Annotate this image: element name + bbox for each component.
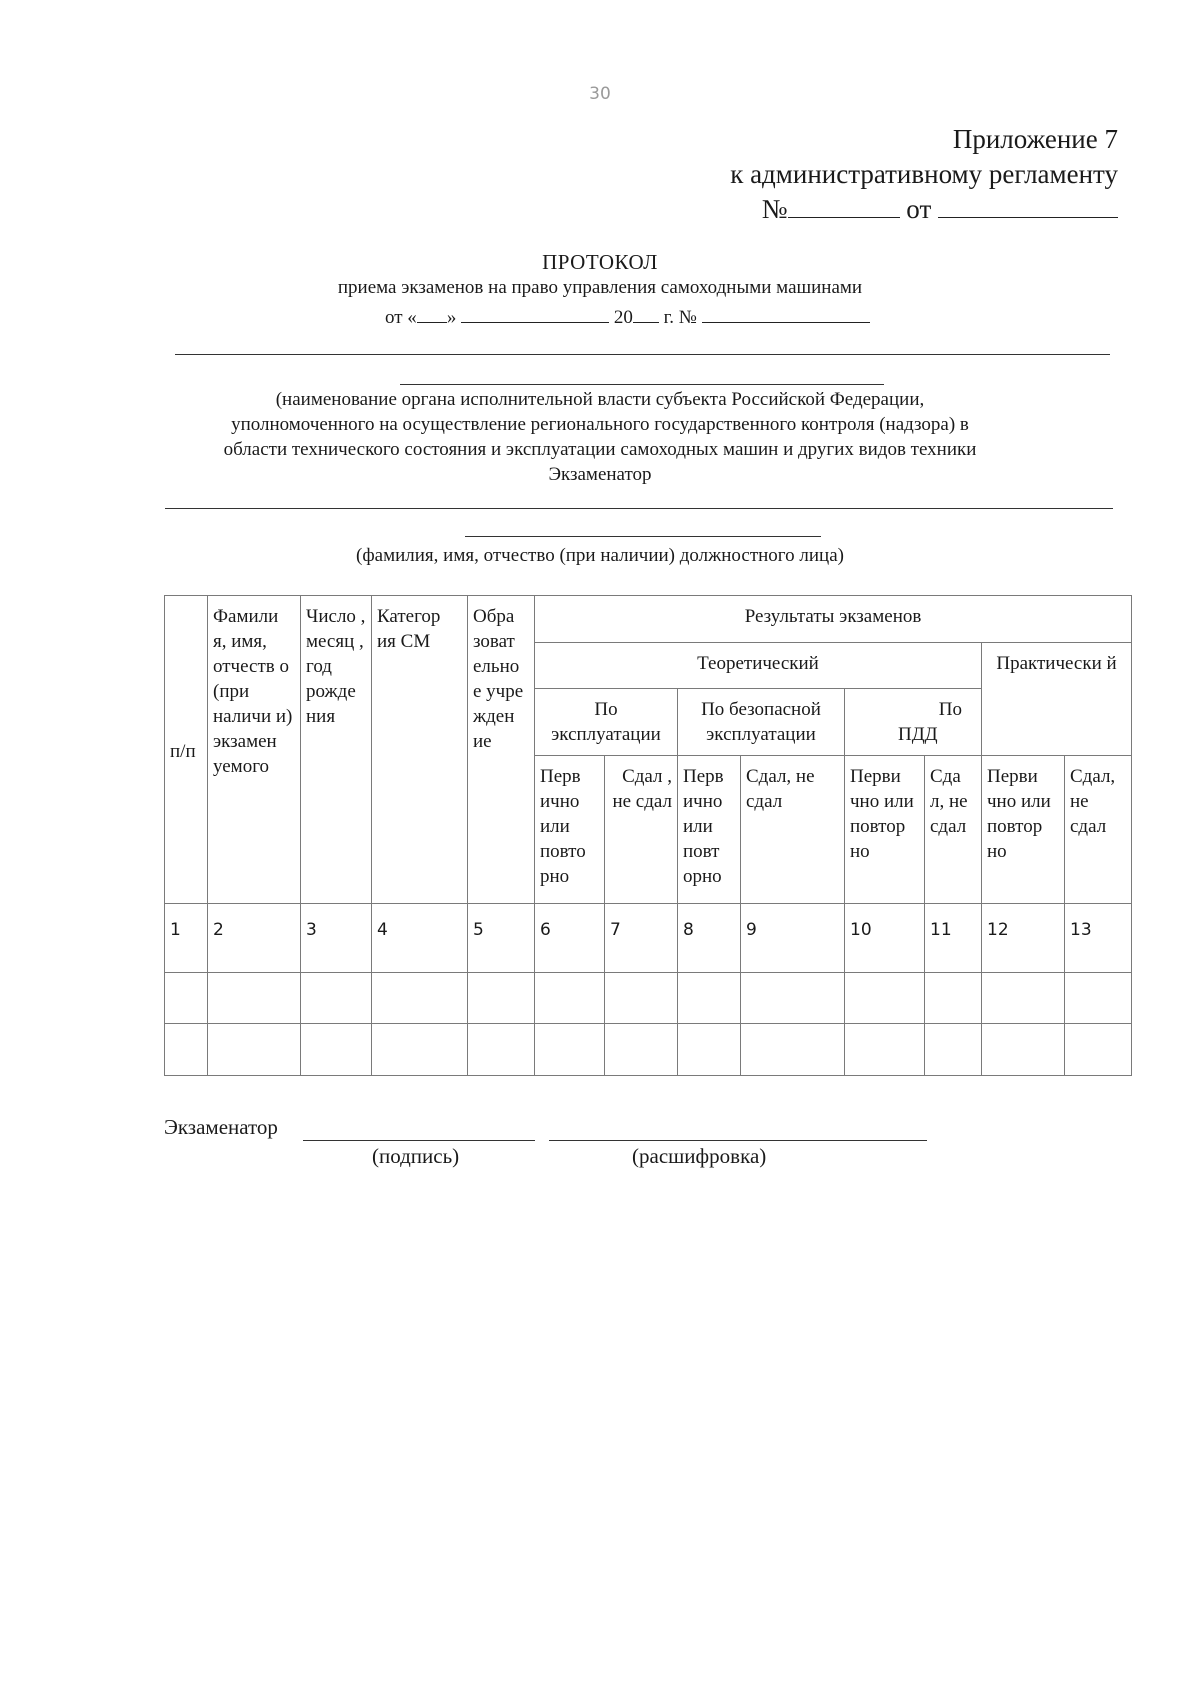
date-from-label: от « [385,307,417,328]
protocol-title: ПРОТОКОЛ [542,250,658,274]
decode-line [549,1140,927,1141]
table-cell[interactable] [535,973,605,1024]
header-pdd-line2: ПДД [898,724,938,745]
table-cell[interactable] [982,973,1065,1024]
appendix-number-line [730,192,1118,227]
header-practical: Практически й [982,643,1132,756]
authority-note-line: (наименование органа исполнительной власти субъекта Российской Федерации, [275,389,925,410]
header-results: Результаты экзаменов [535,596,1132,643]
header-name: Фамили я, имя, отчеств о (при наличи и) экзамен уемого [208,596,301,904]
table-cell[interactable] [165,973,208,1024]
column-number-row [165,904,1132,973]
table-cell[interactable] [605,1024,678,1076]
header-col-8: Перв ично или повт орно [678,756,741,904]
table-cell[interactable] [301,1024,372,1076]
appendix-title: Приложение 7 [952,124,1118,154]
table-row [165,1024,1132,1076]
header-pdd [845,689,982,756]
table-cell[interactable] [208,973,301,1024]
table-cell[interactable] [845,1024,925,1076]
table-header-row [165,596,1132,643]
header-theoretical: Теоретический [535,643,982,689]
table-cell[interactable] [925,1024,982,1076]
protocol-number-blank [702,304,870,323]
column-number: 12 [982,904,1065,973]
table-cell[interactable] [845,973,925,1024]
signature-line [303,1140,535,1141]
examiner-short-line [465,536,821,537]
table-cell[interactable] [678,1024,741,1076]
examiner-heading: Экзаменатор [548,464,652,485]
signature-caption: (подпись) [372,1144,460,1168]
column-number: 13 [1065,904,1132,973]
header-operation: По эксплуатации [535,689,678,756]
table-cell[interactable] [301,973,372,1024]
table-cell[interactable] [535,1024,605,1076]
header-col-7: Сдал , не сдал [605,756,678,904]
table-cell[interactable] [982,1024,1065,1076]
table-cell[interactable] [678,973,741,1024]
official-note: (фамилия, имя, отчество (при наличии) должностного лица) [356,545,844,566]
column-number: 3 [301,904,372,973]
number-blank [788,193,900,218]
column-number: 11 [925,904,982,973]
number-sign: г. № [658,307,697,328]
column-number: 6 [535,904,605,973]
header-school: Обра зоват ельно е учре жден ие [468,596,535,904]
protocol-subtitle: приема экзаменов на право управления самоходными машинами [337,277,863,298]
table-cell[interactable] [208,1024,301,1076]
header-birth: Число , месяц , год рожде ния [301,596,372,904]
table-cell[interactable] [925,973,982,1024]
table-cell[interactable] [165,1024,208,1076]
year-prefix: 20 [613,307,633,328]
column-number: 8 [678,904,741,973]
exam-results-table [164,595,1132,1076]
header-col-9: Сдал, не сдал [741,756,845,904]
signature-label: Экзаменатор [164,1115,278,1139]
column-number: 9 [741,904,845,973]
table-row [165,973,1132,1024]
table-cell[interactable] [468,973,535,1024]
day-blank [417,304,447,323]
header-col-6: Перв ично или повто рно [535,756,605,904]
column-number: 1 [165,904,208,973]
table-cell[interactable] [741,1024,845,1076]
column-number: 5 [468,904,535,973]
table-cell[interactable] [372,1024,468,1076]
header-col-13: Сдал, не сдал [1065,756,1132,904]
number-label: № [761,194,788,224]
table-cell[interactable] [1065,1024,1132,1076]
header-col-10: Перви чно или повтор но [845,756,925,904]
appendix-header [730,122,1118,227]
column-number: 10 [845,904,925,973]
examiner-line [165,508,1113,509]
from-label: от [906,194,932,224]
header-pdd-line1: По [938,699,962,720]
year-blank [633,304,659,323]
header-col-11: Сда л, не сдал [925,756,982,904]
protocol-date-line [385,304,870,329]
authority-note-line: уполномоченного на осуществление регионального государственного контроля (надзора) в [231,414,969,435]
column-number: 4 [372,904,468,973]
column-number: 7 [605,904,678,973]
table-cell[interactable] [372,973,468,1024]
decode-caption: (расшифровка) [632,1144,767,1168]
table-cell[interactable] [605,973,678,1024]
header-num: п/п [165,596,208,904]
authority-note-line: области технического состояния и эксплуатации самоходных машин и других видов техники [223,439,977,460]
month-blank [461,304,609,323]
authority-line [175,354,1110,355]
appendix-regulation: к административному регламенту [730,159,1118,189]
page-number: 30 [589,84,611,104]
table-cell[interactable] [1065,973,1132,1024]
quote-close: » [446,307,457,328]
date-blank [938,193,1118,218]
header-category: Категор ия СМ [372,596,468,904]
authority-short-line [400,384,884,385]
header-safe-operation: По безопасной эксплуатации [678,689,845,756]
column-number: 2 [208,904,301,973]
table-cell[interactable] [468,1024,535,1076]
header-col-12: Перви чно или повтор но [982,756,1065,904]
table-cell[interactable] [741,973,845,1024]
authority-note [0,387,1200,487]
